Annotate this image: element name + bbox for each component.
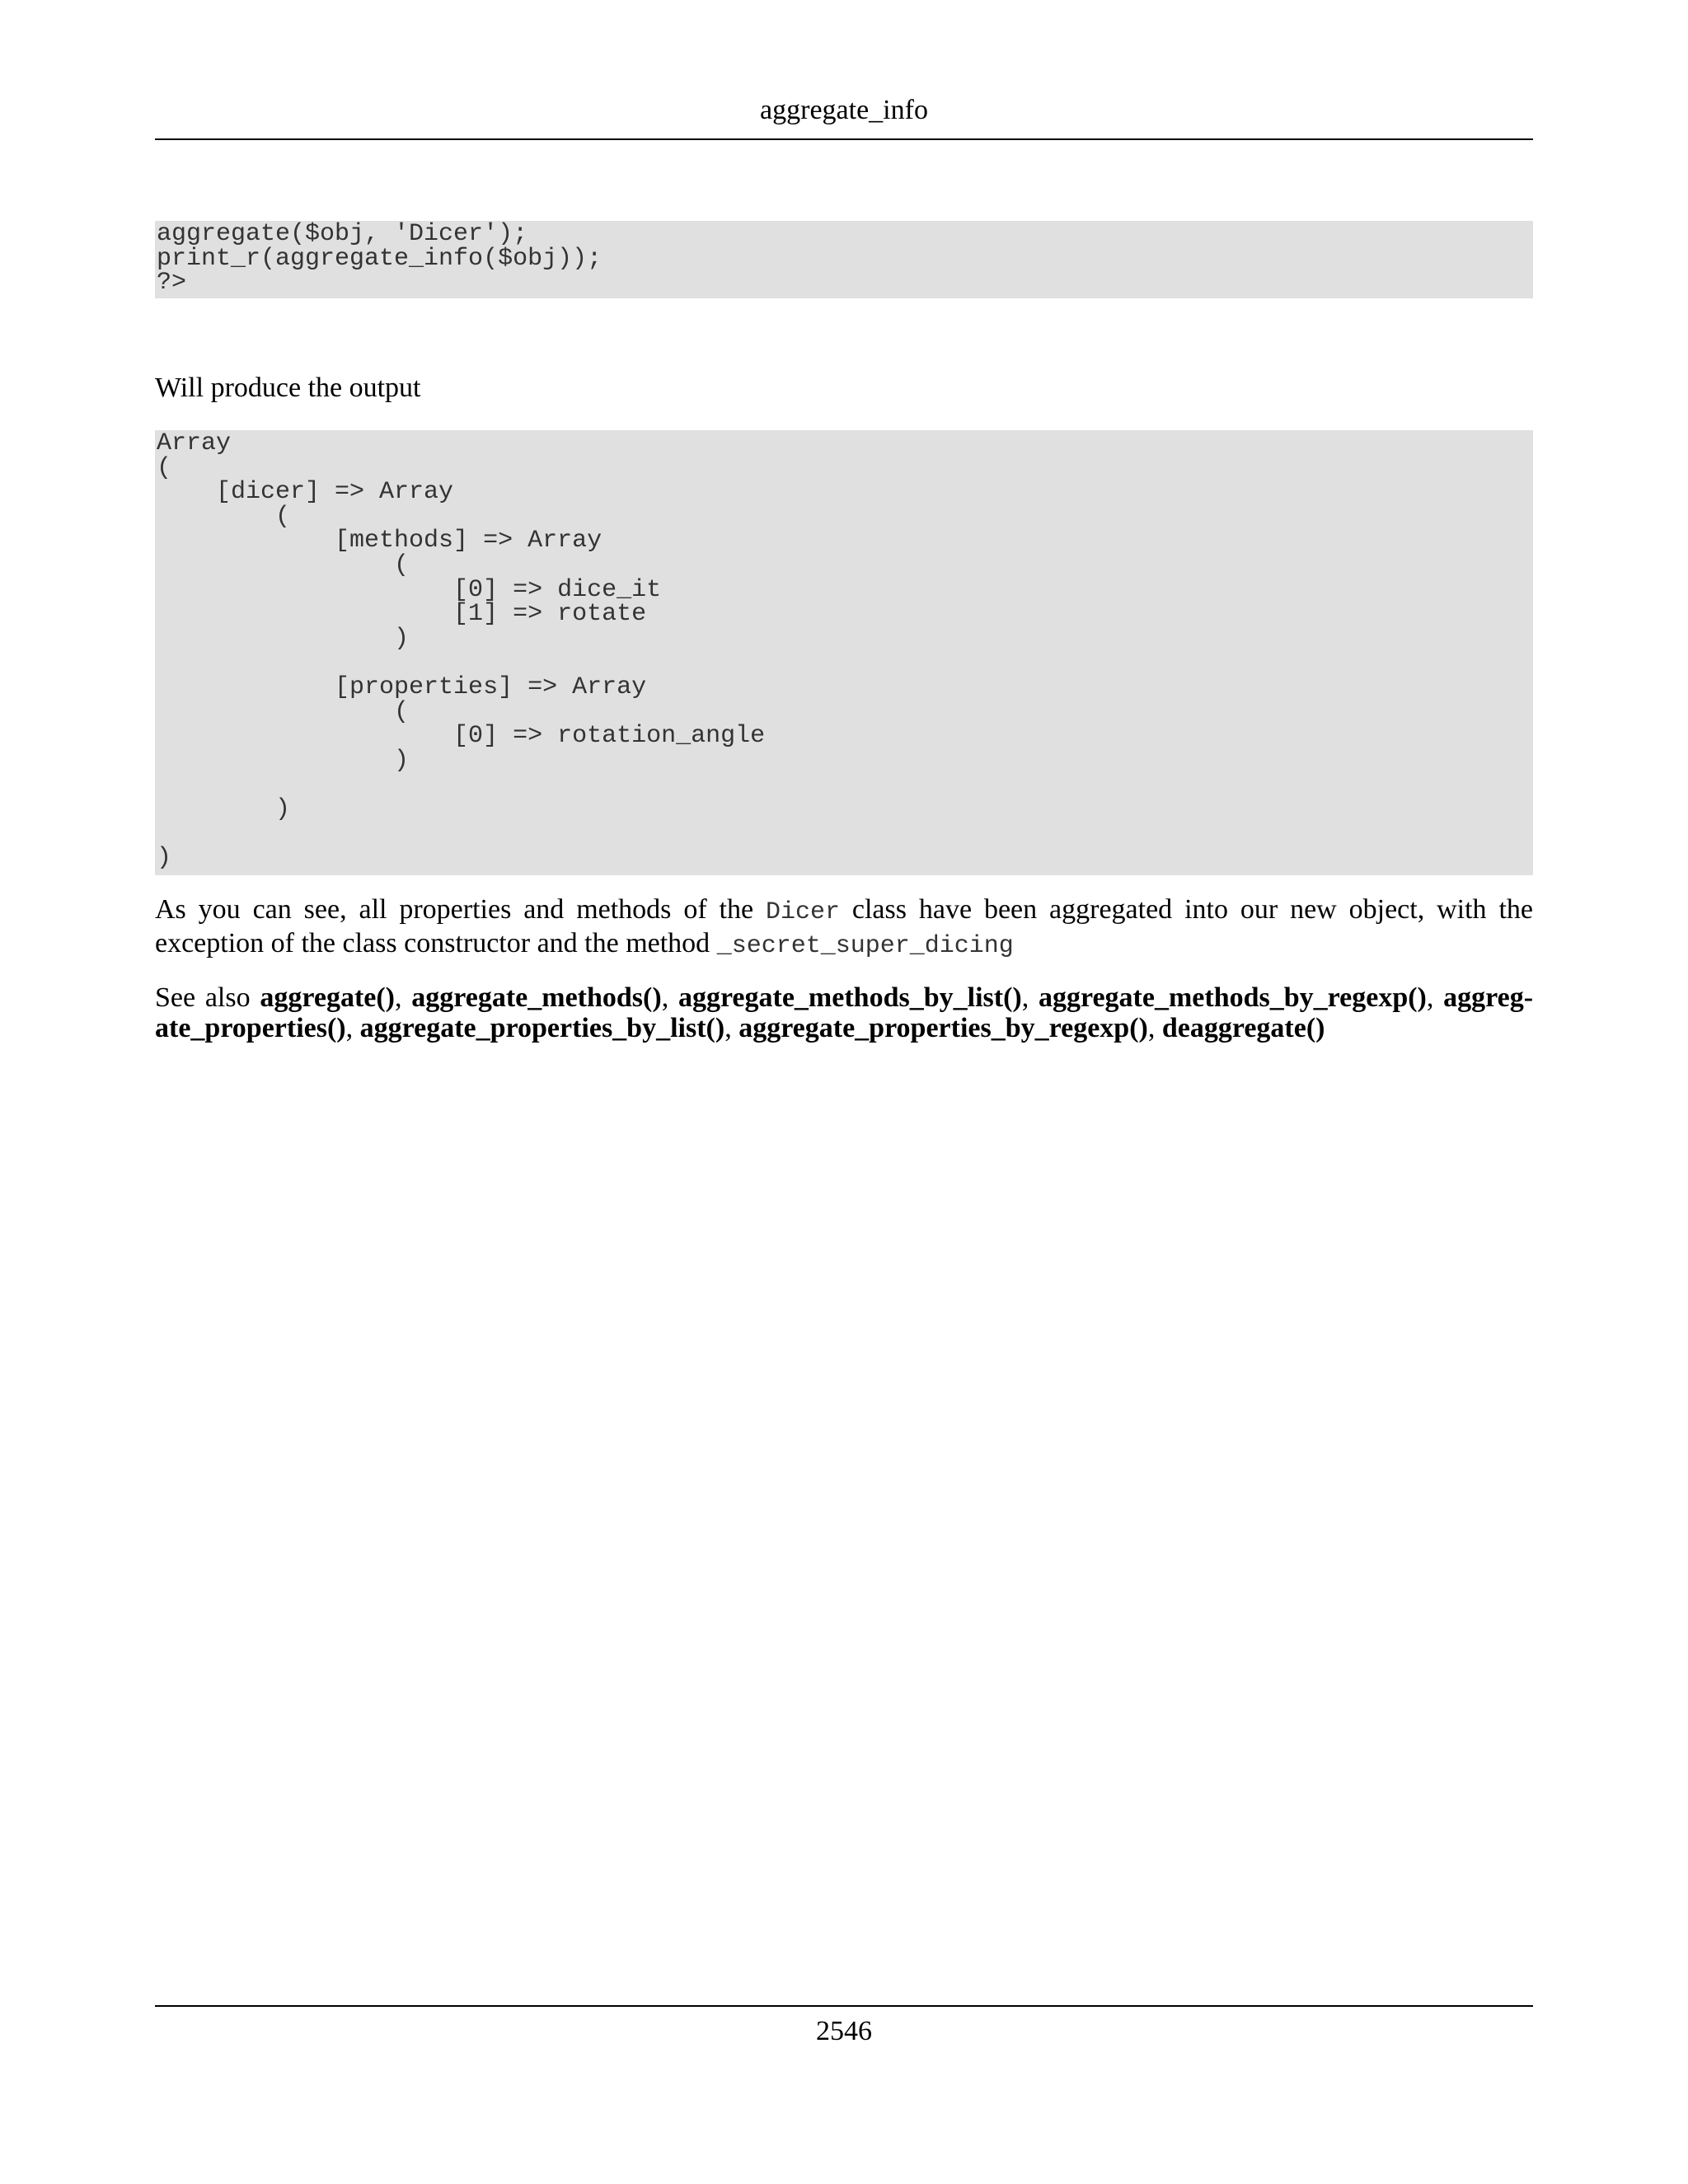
see-also-link-aggregate-properties-by-list[interactable]: aggregate_properties_by_list() xyxy=(359,1013,725,1043)
explanation-paragraph xyxy=(155,894,1533,962)
explanation-text-2: class have been aggregated into our new object, with the exception of the class constructor and the method xyxy=(155,894,1533,958)
see-also-separator: , xyxy=(395,982,412,1013)
see-also-link-aggregate[interactable]: aggregate() xyxy=(260,982,395,1013)
see-also-paragraph xyxy=(155,982,1533,1043)
output-code-block: Array ( [dicer] => Array ( [methods] => Array ( [0] => dice_it [1] => rotate ) [properties] => Array ( [0] => rotation_angle ) ) ) xyxy=(155,430,1533,875)
see-also-link-deaggregate[interactable]: deaggregate() xyxy=(1161,1013,1325,1043)
see-also-separator: , xyxy=(345,1013,360,1043)
see-also-prefix: See also xyxy=(155,982,260,1013)
explanation-text-1: As you can see, all properties and methods of the xyxy=(155,894,766,925)
see-also-separator: , xyxy=(1147,1013,1162,1043)
see-also-separator: , xyxy=(724,1013,739,1043)
page-footer xyxy=(155,2005,1533,2050)
method-name-code: _secret_super_dicing xyxy=(716,932,1014,960)
see-also-separator: , xyxy=(1021,982,1039,1013)
class-name-code: Dicer xyxy=(765,898,840,926)
see-also-link-aggregate-properties[interactable]: aggregate_properties() xyxy=(155,982,1534,1043)
see-also-link-aggregate-methods-by-regexp[interactable]: aggregate_methods_by_regexp() xyxy=(1038,982,1427,1013)
see-also-separator: , xyxy=(661,982,678,1013)
see-also-link-aggregate-methods[interactable]: aggregate_methods() xyxy=(411,982,662,1013)
page-title: aggregate_info xyxy=(760,95,928,125)
see-also-link-aggregate-properties-by-regexp[interactable]: aggregate_properties_by_regexp() xyxy=(738,1013,1148,1043)
output-intro-text: Will produce the output xyxy=(155,373,421,403)
see-also-separator: , xyxy=(1426,982,1444,1013)
page-number: 2546 xyxy=(816,2016,872,2046)
page-header xyxy=(155,92,1533,140)
code-example-block: aggregate($obj, 'Dicer'); print_r(aggregate_info($obj)); ?> xyxy=(155,221,1533,298)
see-also-link-aggregate-methods-by-list[interactable]: aggregate_methods_by_list() xyxy=(678,982,1022,1013)
